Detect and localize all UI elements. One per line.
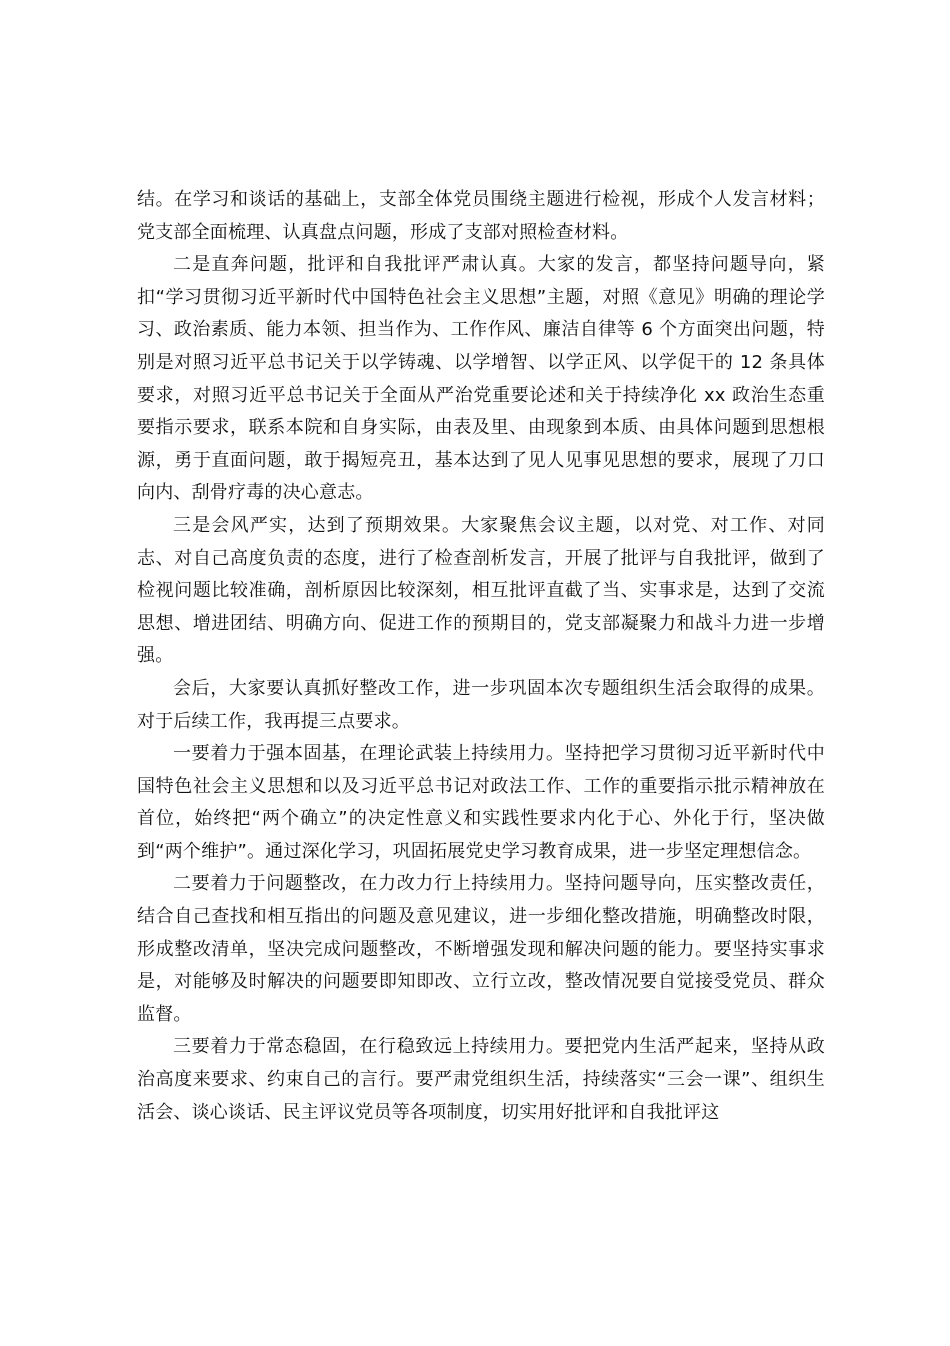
paragraph-2: 二是直奔问题，批评和自我批评严肃认真。大家的发言，都坚持问题导向，紧扣“学习贯彻习近平新时代中国特色社会主义思想”主题，对照《意见》明确的理论学习、政治素质、能力本领、担当作为、工作作风、廉洁自律等 6 个方面突出问题，特别是对照习近平总书记关于以学铸魂、以学增智、以学正风、以学促干的 12 条具体要求，对照习近平总书记关于全面从严治党重要论述和关于持续净化 xx 政治生态重要指示要求，联系本院和自身实际，由表及里、由现象到本质、由具体问题到思想根源，勇于直面问题，敢于揭短亮丑，基本达到了见人见事见思想的要求，展现了刀口向内、刮骨疗毒的决心意志。 <box>137 254 825 504</box>
paragraph-6: 二要着力于问题整改，在力改力行上持续用力。坚持问题导向，压实整改责任，结合自己查找和相互指出的问题及意见建议，进一步细化整改措施，明确整改时限，形成整改清单，坚决完成问题整改，不断增强发现和解决问题的能力。要坚持实事求是，对能够及时解决的问题要即知即改、立行立改，整改情况要自觉接受党员、群众监督。 <box>137 873 825 1025</box>
paragraph-3: 三是会风严实，达到了预期效果。大家聚焦会议主题，以对党、对工作、对同志、对自己高度负责的态度，进行了检查剖析发言，开展了批评与自我批评，做到了检视问题比较准确，剖析原因比较深刻，相互批评直截了当、实事求是，达到了交流思想、增进团结、明确方向、促进工作的预期目的，党支部凝聚力和战斗力进一步增强。 <box>137 514 825 667</box>
paragraph-5: 一要着力于强本固基，在理论武装上持续用力。坚持把学习贯彻习近平新时代中国特色社会主义思想和以及习近平总书记对政法工作、工作的重要指示批示精神放在首位，始终把“两个确立”的决定性意义和实践性要求内化于心、外化于行，坚决做到“两个维护”。通过深化学习，巩固拓展党史学习教育成果，进一步坚定理想信念。 <box>137 743 825 862</box>
paragraph-4: 会后，大家要认真抓好整改工作，进一步巩固本次专题组织生活会取得的成果。对于后续工作，我再提三点要求。 <box>137 677 825 732</box>
paragraph-7: 三要着力于常态稳固，在行稳致远上持续用力。要把党内生活严起来，坚持从政治高度来要求、约束自己的言行。要严肃党组织生活，持续落实“三会一课”、组织生活会、谈心谈话、民主评议党员等各项制度，切实用好批评和自我批评这 <box>137 1036 825 1123</box>
document-body <box>137 184 825 1129</box>
paragraph-1: 结。在学习和谈话的基础上，支部全体党员围绕主题进行检视，形成个人发言材料；党支部全面梳理、认真盘点问题，形成了支部对照检查材料。 <box>137 189 825 243</box>
